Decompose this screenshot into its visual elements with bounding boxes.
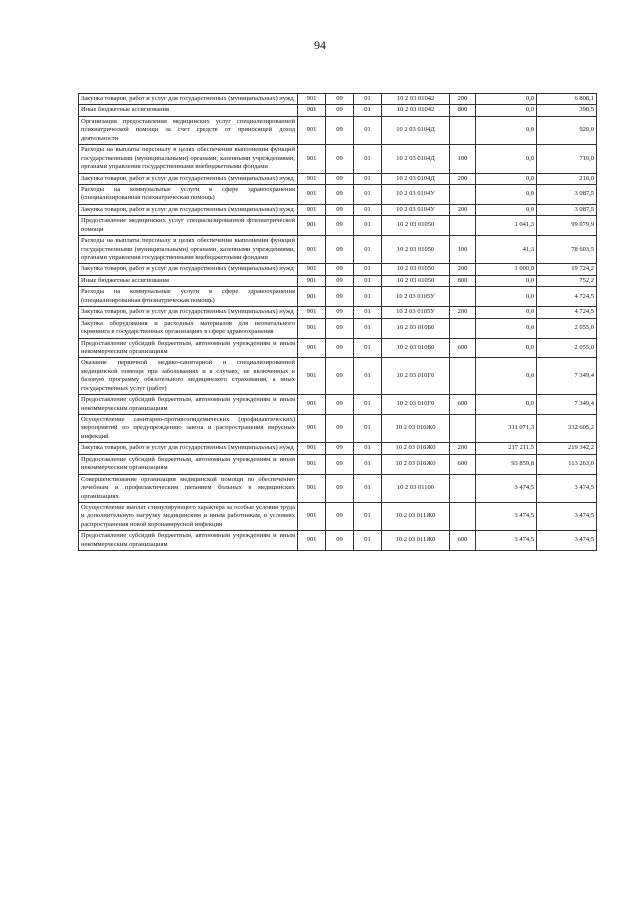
section-code-cell: 09: [326, 474, 354, 502]
ministry-code-cell: 901: [298, 307, 326, 318]
subsection-code-cell: 01: [354, 443, 382, 454]
table-row: [79, 204, 597, 215]
table-row: [79, 94, 597, 105]
target-article-cell: 10 2 03 0105У: [382, 287, 450, 307]
amount-1-cell: 93 859,8: [476, 454, 537, 474]
target-article-cell: 10 2 03 0104У: [382, 204, 450, 215]
section-code-cell: 09: [326, 116, 354, 144]
expense-name-cell: Совершенствование организации медицинской помощи по обеспечению лечебным и профилактическим питанием больных в медицинских организациях: [79, 474, 298, 502]
ministry-code-cell: 901: [298, 116, 326, 144]
ministry-code-cell: 901: [298, 145, 326, 173]
section-code-cell: 09: [326, 338, 354, 358]
amount-1-cell: 0,0: [476, 358, 537, 395]
expense-type-cell: [450, 358, 476, 395]
expense-type-cell: [450, 216, 476, 236]
amount-1-cell: 0,0: [476, 94, 537, 105]
ministry-code-cell: 901: [298, 358, 326, 395]
target-article-cell: 10 2 03 011Ж0: [382, 531, 450, 551]
section-code-cell: 09: [326, 307, 354, 318]
amount-2-cell: 3 474,5: [537, 474, 597, 502]
expense-name-cell: Предоставление субсидий бюджетным, автономным учреждениям и иным некоммерческим организациям: [79, 454, 298, 474]
table-row: [79, 173, 597, 184]
expense-type-cell: [450, 415, 476, 443]
expense-name-cell: Иные бюджетные ассигнования: [79, 105, 298, 116]
subsection-code-cell: 01: [354, 502, 382, 530]
table-row: [79, 338, 597, 358]
subsection-code-cell: 01: [354, 415, 382, 443]
subsection-code-cell: 01: [354, 264, 382, 275]
amount-1-cell: 1 041,3: [476, 216, 537, 236]
subsection-code-cell: 01: [354, 307, 382, 318]
expense-name-cell: Закупка товаров, работ и услуг для государственных (муниципальных) нужд: [79, 204, 298, 215]
expense-name-cell: Осуществление санитарно-противоэпидемических (профилактических) мероприятий по предупреждению завоза и распространения вирусных инфекций: [79, 415, 298, 443]
table-row: [79, 236, 597, 264]
expense-type-cell: [450, 116, 476, 144]
amount-1-cell: 41,3: [476, 236, 537, 264]
table-row: [79, 474, 597, 502]
amount-1-cell: 0,0: [476, 145, 537, 173]
amount-2-cell: 920,0: [537, 116, 597, 144]
amount-2-cell: 3 474,5: [537, 531, 597, 551]
ministry-code-cell: 901: [298, 395, 326, 415]
amount-2-cell: 3 087,5: [537, 204, 597, 215]
table-row: [79, 415, 597, 443]
expense-type-cell: [450, 474, 476, 502]
expense-name-cell: Расходы на коммунальные услуги в сфере здравоохранения (специализированная психиатрическая помощь): [79, 184, 298, 204]
table-row: [79, 264, 597, 275]
ministry-code-cell: 901: [298, 204, 326, 215]
expense-type-cell: 600: [450, 531, 476, 551]
table-row: [79, 307, 597, 318]
expense-name-cell: Закупка товаров, работ и услуг для государственных (муниципальных) нужд: [79, 307, 298, 318]
target-article-cell: 10 2 03 0104Д: [382, 173, 450, 184]
expense-type-cell: 100: [450, 236, 476, 264]
ministry-code-cell: 901: [298, 216, 326, 236]
ministry-code-cell: 901: [298, 502, 326, 530]
section-code-cell: 09: [326, 454, 354, 474]
ministry-code-cell: 901: [298, 105, 326, 116]
table-row: [79, 116, 597, 144]
section-code-cell: 09: [326, 502, 354, 530]
amount-1-cell: 0,0: [476, 105, 537, 116]
expense-type-cell: [450, 502, 476, 530]
expense-name-cell: Оказание первичной медико-санитарной и специализированной медицинской помощи при заболеваниях и в случаях, не включенных в базовую программу обязательного медицинского страхования, а иных государственных услуг (работ): [79, 358, 298, 395]
subsection-code-cell: 01: [354, 236, 382, 264]
target-article-cell: 10 2 03 01042: [382, 105, 450, 116]
section-code-cell: 09: [326, 173, 354, 184]
amount-2-cell: 4 724,5: [537, 287, 597, 307]
ministry-code-cell: 901: [298, 338, 326, 358]
amount-2-cell: 2 055,0: [537, 318, 597, 338]
target-article-cell: 10 2 03 010Б0: [382, 338, 450, 358]
target-article-cell: 10 2 03 01050: [382, 264, 450, 275]
expense-name-cell: Организация предоставления медицинских услуг специализированной психиатрической помощи за счет средств от приносящей доход деятельности: [79, 116, 298, 144]
table-row: [79, 358, 597, 395]
subsection-code-cell: 01: [354, 454, 382, 474]
expense-name-cell: Расходы на выплаты персоналу в целях обеспечения выполнения функций государственными (муниципальными) органами, казенными учреждениями, органами управления государственными внебюджетными фондами: [79, 236, 298, 264]
expense-type-cell: 600: [450, 395, 476, 415]
expense-type-cell: 600: [450, 338, 476, 358]
target-article-cell: 10 2 03 01050: [382, 275, 450, 286]
target-article-cell: 10 2 03 01100: [382, 474, 450, 502]
table-row: [79, 318, 597, 338]
amount-2-cell: 210,0: [537, 173, 597, 184]
amount-1-cell: 3 474,5: [476, 531, 537, 551]
amount-1-cell: 1 000,0: [476, 264, 537, 275]
page-number: 94: [314, 38, 326, 52]
ministry-code-cell: 901: [298, 531, 326, 551]
section-code-cell: 09: [326, 287, 354, 307]
ministry-code-cell: 901: [298, 275, 326, 286]
expense-type-cell: 800: [450, 105, 476, 116]
expense-type-cell: [450, 184, 476, 204]
expense-type-cell: 200: [450, 173, 476, 184]
subsection-code-cell: 01: [354, 216, 382, 236]
section-code-cell: 09: [326, 236, 354, 264]
ministry-code-cell: 901: [298, 443, 326, 454]
table-row: [79, 454, 597, 474]
expense-name-cell: Предоставление медицинских услуг специализированной фтизиатрической помощи: [79, 216, 298, 236]
expense-type-cell: 200: [450, 204, 476, 215]
section-code-cell: 09: [326, 415, 354, 443]
amount-1-cell: 217 211,5: [476, 443, 537, 454]
amount-2-cell: 3 474,5: [537, 502, 597, 530]
expense-type-cell: [450, 287, 476, 307]
ministry-code-cell: 901: [298, 287, 326, 307]
ministry-code-cell: 901: [298, 236, 326, 264]
amount-1-cell: 311 071,3: [476, 415, 537, 443]
expense-name-cell: Осуществление выплат стимулирующего характера за особые условия труда и дополнительную нагрузку медицинским и иным работникам, в условиях распространения новой коронавирусной инфекции: [79, 502, 298, 530]
amount-2-cell: 3 087,5: [537, 184, 597, 204]
expense-name-cell: Закупка товаров, работ и услуг для государственных (муниципальных) нужд: [79, 173, 298, 184]
subsection-code-cell: 01: [354, 105, 382, 116]
amount-1-cell: 0,0: [476, 338, 537, 358]
target-article-cell: 10 2 03 0104Д: [382, 145, 450, 173]
target-article-cell: 10 2 03 01050: [382, 236, 450, 264]
amount-2-cell: 7 349,4: [537, 358, 597, 395]
expense-name-cell: Предоставление субсидий бюджетным, автономным учреждениям и иным некоммерческим организациям: [79, 531, 298, 551]
amount-1-cell: 0,0: [476, 173, 537, 184]
target-article-cell: 10 2 03 0104У: [382, 184, 450, 204]
expense-name-cell: Закупка товаров, работ и услуг для государственных (муниципальных) нужд: [79, 94, 298, 105]
ministry-code-cell: 901: [298, 454, 326, 474]
amount-2-cell: 6 808,1: [537, 94, 597, 105]
ministry-code-cell: 901: [298, 94, 326, 105]
ministry-code-cell: 901: [298, 415, 326, 443]
section-code-cell: 09: [326, 275, 354, 286]
amount-1-cell: 0,0: [476, 184, 537, 204]
amount-1-cell: 3 474,5: [476, 474, 537, 502]
subsection-code-cell: 01: [354, 94, 382, 105]
target-article-cell: 10 2 03 01050: [382, 216, 450, 236]
expense-type-cell: 600: [450, 454, 476, 474]
amount-2-cell: 7 349,4: [537, 395, 597, 415]
expense-type-cell: 200: [450, 443, 476, 454]
table-row: [79, 105, 597, 116]
section-code-cell: 09: [326, 216, 354, 236]
section-code-cell: 09: [326, 94, 354, 105]
table-row: [79, 531, 597, 551]
amount-2-cell: 2 055,0: [537, 338, 597, 358]
ministry-code-cell: 901: [298, 264, 326, 275]
section-code-cell: 09: [326, 358, 354, 395]
subsection-code-cell: 01: [354, 173, 382, 184]
amount-2-cell: 710,0: [537, 145, 597, 173]
subsection-code-cell: 01: [354, 531, 382, 551]
section-code-cell: 09: [326, 145, 354, 173]
budget-table: [78, 93, 597, 551]
target-article-cell: 10 2 03 010Г0: [382, 395, 450, 415]
subsection-code-cell: 01: [354, 358, 382, 395]
section-code-cell: 09: [326, 318, 354, 338]
table-row: [79, 275, 597, 286]
subsection-code-cell: 01: [354, 204, 382, 215]
subsection-code-cell: 01: [354, 395, 382, 415]
section-code-cell: 09: [326, 105, 354, 116]
table-row: [79, 184, 597, 204]
section-code-cell: 09: [326, 531, 354, 551]
amount-1-cell: 0,0: [476, 275, 537, 286]
expense-type-cell: 200: [450, 264, 476, 275]
target-article-cell: 10 2 03 01042: [382, 94, 450, 105]
amount-2-cell: 219 342,2: [537, 443, 597, 454]
expense-name-cell: Расходы на коммунальные услуги в сфере здравоохранения (специализированная фтизиатрическая помощь): [79, 287, 298, 307]
target-article-cell: 10 2 03 0104Д: [382, 116, 450, 144]
amount-2-cell: 390,5: [537, 105, 597, 116]
table-row: [79, 145, 597, 173]
amount-2-cell: 113 263,0: [537, 454, 597, 474]
expense-name-cell: Расходы на выплаты персоналу в целях обеспечения выполнения функций государственными (муниципальными) органами, казенными учреждениями, органами управления государственными внебюджетными фондами: [79, 145, 298, 173]
amount-2-cell: 19 724,2: [537, 264, 597, 275]
amount-1-cell: 0,0: [476, 116, 537, 144]
amount-2-cell: 752,2: [537, 275, 597, 286]
subsection-code-cell: 01: [354, 318, 382, 338]
amount-1-cell: 3 474,5: [476, 502, 537, 530]
expense-name-cell: Иные бюджетные ассигнования: [79, 275, 298, 286]
target-article-cell: 10 2 03 0105У: [382, 307, 450, 318]
target-article-cell: 10 2 03 010Б0: [382, 318, 450, 338]
target-article-cell: 10 2 03 011Ж0: [382, 502, 450, 530]
expense-name-cell: Предоставление субсидий бюджетным, автономным учреждениям и иным некоммерческим организациям: [79, 395, 298, 415]
amount-1-cell: 0,0: [476, 204, 537, 215]
expense-type-cell: 100: [450, 145, 476, 173]
ministry-code-cell: 901: [298, 474, 326, 502]
expense-name-cell: Предоставление субсидий бюджетным, автономным учреждениям и иным некоммерческим организациям: [79, 338, 298, 358]
table-row: [79, 216, 597, 236]
expense-type-cell: 200: [450, 94, 476, 105]
section-code-cell: 09: [326, 184, 354, 204]
expense-name-cell: Закупка оборудования и расходных материалов для неонатального скрининга в государственных организациях в сфере здравоохранения: [79, 318, 298, 338]
amount-1-cell: 0,0: [476, 307, 537, 318]
subsection-code-cell: 01: [354, 474, 382, 502]
table-row: [79, 443, 597, 454]
section-code-cell: 09: [326, 443, 354, 454]
subsection-code-cell: 01: [354, 145, 382, 173]
target-article-cell: 10 2 03 010Ж0: [382, 454, 450, 474]
section-code-cell: 09: [326, 204, 354, 215]
table-body: [79, 94, 597, 551]
amount-2-cell: 332 605,2: [537, 415, 597, 443]
amount-2-cell: 99 079,9: [537, 216, 597, 236]
target-article-cell: 10 2 03 010Ж0: [382, 415, 450, 443]
ministry-code-cell: 901: [298, 173, 326, 184]
section-code-cell: 09: [326, 264, 354, 275]
expense-type-cell: [450, 318, 476, 338]
table-row: [79, 395, 597, 415]
subsection-code-cell: 01: [354, 184, 382, 204]
table-row: [79, 287, 597, 307]
ministry-code-cell: 901: [298, 184, 326, 204]
table-row: [79, 502, 597, 530]
subsection-code-cell: 01: [354, 116, 382, 144]
expense-type-cell: 800: [450, 275, 476, 286]
amount-1-cell: 0,0: [476, 395, 537, 415]
subsection-code-cell: 01: [354, 338, 382, 358]
amount-2-cell: 78 603,5: [537, 236, 597, 264]
ministry-code-cell: 901: [298, 318, 326, 338]
target-article-cell: 10 2 03 010Г0: [382, 358, 450, 395]
subsection-code-cell: 01: [354, 287, 382, 307]
amount-2-cell: 4 724,5: [537, 307, 597, 318]
section-code-cell: 09: [326, 395, 354, 415]
expense-type-cell: 200: [450, 307, 476, 318]
target-article-cell: 10 2 03 010Ж0: [382, 443, 450, 454]
subsection-code-cell: 01: [354, 275, 382, 286]
amount-1-cell: 0,0: [476, 318, 537, 338]
expense-name-cell: Закупка товаров, работ и услуг для государственных (муниципальных) нужд: [79, 443, 298, 454]
expense-name-cell: Закупка товаров, работ и услуг для государственных (муниципальных) нужд: [79, 264, 298, 275]
amount-1-cell: 0,0: [476, 287, 537, 307]
